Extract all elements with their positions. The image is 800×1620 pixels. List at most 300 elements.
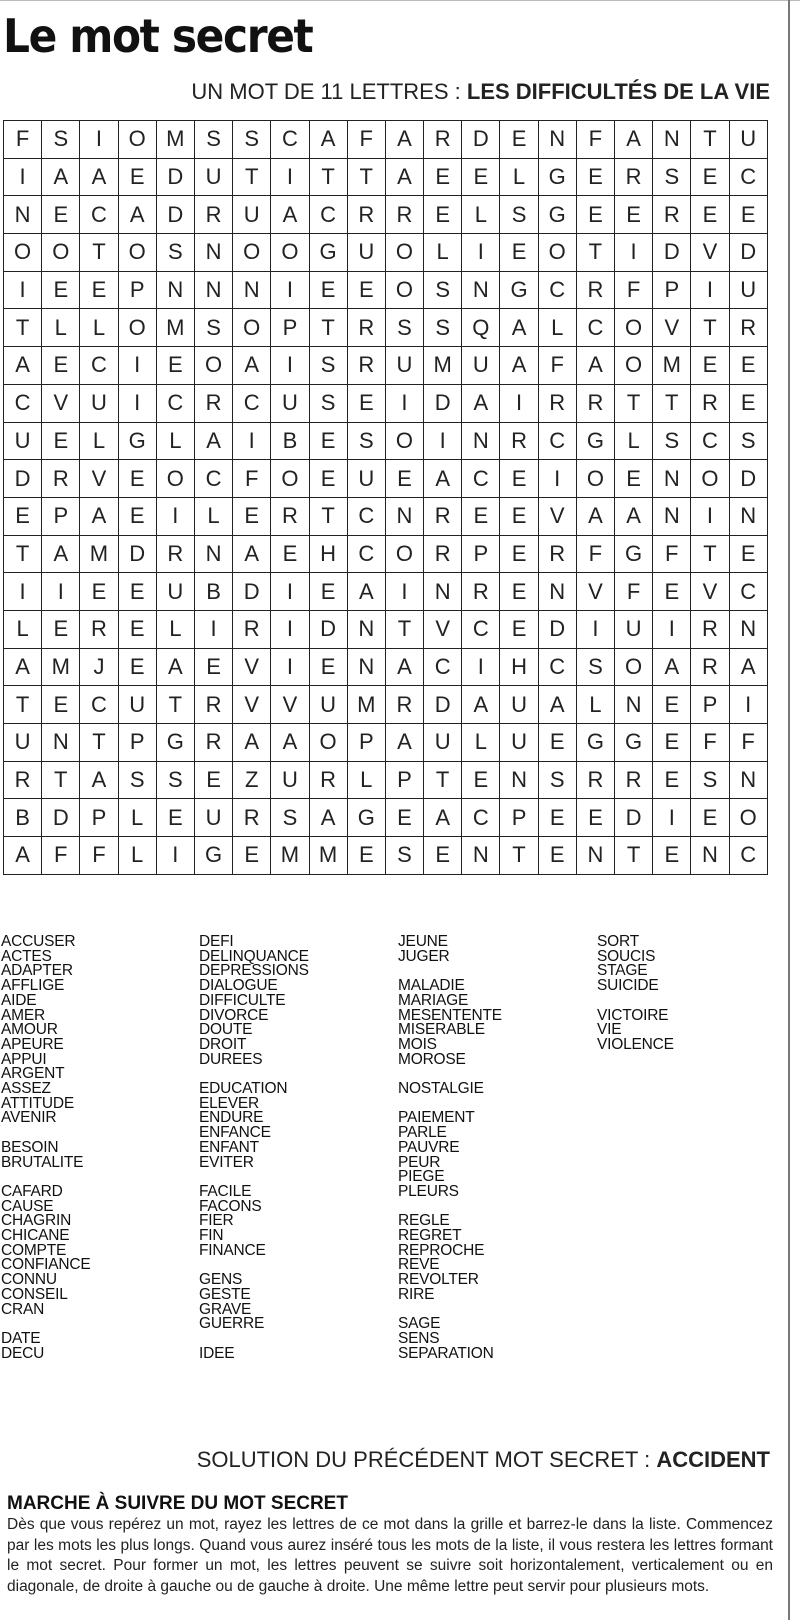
- grid-cell[interactable]: G: [347, 799, 385, 837]
- grid-cell[interactable]: L: [615, 422, 653, 460]
- grid-cell[interactable]: M: [271, 837, 309, 875]
- word-list-item[interactable]: DEPRESSIONS: [199, 962, 309, 980]
- grid-cell[interactable]: L: [462, 196, 500, 234]
- grid-cell[interactable]: A: [194, 422, 232, 460]
- grid-cell[interactable]: V: [538, 497, 576, 535]
- grid-cell[interactable]: S: [233, 121, 271, 159]
- grid-cell[interactable]: M: [42, 648, 80, 686]
- word-list-item[interactable]: AMOUR: [1, 1021, 58, 1039]
- word-list-item[interactable]: ENDURE: [199, 1109, 264, 1127]
- grid-cell[interactable]: E: [156, 347, 194, 385]
- grid-cell[interactable]: U: [194, 158, 232, 196]
- word-list-item[interactable]: CONFIANCE: [1, 1256, 91, 1274]
- word-list-item[interactable]: PEUR: [398, 1153, 441, 1171]
- grid-cell[interactable]: L: [118, 799, 156, 837]
- grid-cell[interactable]: S: [385, 837, 423, 875]
- grid-cell[interactable]: Z: [233, 761, 271, 799]
- grid-cell[interactable]: N: [729, 497, 767, 535]
- grid-cell[interactable]: E: [424, 158, 462, 196]
- grid-cell[interactable]: C: [538, 422, 576, 460]
- grid-cell[interactable]: E: [271, 535, 309, 573]
- grid-cell[interactable]: S: [156, 761, 194, 799]
- grid-cell[interactable]: I: [271, 271, 309, 309]
- grid-cell[interactable]: O: [271, 460, 309, 498]
- grid-cell[interactable]: C: [80, 196, 118, 234]
- grid-cell[interactable]: E: [347, 384, 385, 422]
- grid-cell[interactable]: U: [615, 610, 653, 648]
- grid-cell[interactable]: S: [500, 196, 538, 234]
- grid-cell[interactable]: T: [691, 309, 729, 347]
- word-list-item[interactable]: DIVORCE: [199, 1006, 269, 1024]
- grid-cell[interactable]: E: [615, 460, 653, 498]
- grid-cell[interactable]: G: [118, 422, 156, 460]
- word-list-item[interactable]: REGRET: [398, 1227, 462, 1244]
- grid-cell[interactable]: I: [576, 610, 614, 648]
- grid-cell[interactable]: L: [42, 309, 80, 347]
- grid-cell[interactable]: A: [118, 196, 156, 234]
- word-list-item[interactable]: FACONS: [199, 1197, 262, 1215]
- grid-cell[interactable]: I: [118, 384, 156, 422]
- grid-cell[interactable]: S: [729, 422, 767, 460]
- word-list-item[interactable]: PARLE: [398, 1124, 447, 1142]
- grid-cell[interactable]: V: [233, 686, 271, 724]
- grid-cell[interactable]: D: [615, 799, 653, 837]
- grid-cell[interactable]: N: [729, 761, 767, 799]
- grid-cell[interactable]: A: [271, 724, 309, 762]
- grid-cell[interactable]: G: [309, 234, 347, 272]
- grid-cell[interactable]: E: [233, 497, 271, 535]
- grid-cell[interactable]: O: [615, 347, 653, 385]
- grid-cell[interactable]: S: [424, 309, 462, 347]
- grid-cell[interactable]: E: [309, 460, 347, 498]
- grid-cell[interactable]: U: [500, 686, 538, 724]
- word-list-item[interactable]: MARIAGE: [398, 991, 469, 1009]
- grid-cell[interactable]: F: [233, 460, 271, 498]
- word-list-item[interactable]: CHAGRIN: [1, 1212, 72, 1230]
- word-list-item[interactable]: FACILE: [199, 1182, 252, 1200]
- grid-cell[interactable]: E: [347, 271, 385, 309]
- grid-cell[interactable]: N: [4, 196, 42, 234]
- grid-cell[interactable]: I: [156, 497, 194, 535]
- grid-cell[interactable]: R: [691, 648, 729, 686]
- grid-cell[interactable]: T: [4, 686, 42, 724]
- grid-cell[interactable]: A: [4, 837, 42, 875]
- grid-cell[interactable]: G: [576, 724, 614, 762]
- word-list-item[interactable]: ACTES: [1, 947, 52, 965]
- word-list-item[interactable]: EVITER: [199, 1153, 254, 1171]
- grid-cell[interactable]: I: [462, 234, 500, 272]
- word-list-item[interactable]: APPUI: [1, 1050, 47, 1068]
- grid-cell[interactable]: I: [271, 573, 309, 611]
- grid-cell[interactable]: G: [576, 422, 614, 460]
- grid-cell[interactable]: R: [194, 196, 232, 234]
- grid-cell[interactable]: I: [233, 422, 271, 460]
- grid-cell[interactable]: N: [462, 271, 500, 309]
- word-list-item[interactable]: CAUSE: [1, 1197, 54, 1215]
- grid-cell[interactable]: R: [233, 610, 271, 648]
- grid-cell[interactable]: N: [500, 761, 538, 799]
- grid-cell[interactable]: M: [347, 686, 385, 724]
- grid-cell[interactable]: E: [118, 610, 156, 648]
- grid-cell[interactable]: L: [80, 422, 118, 460]
- word-list-item[interactable]: REGLE: [398, 1212, 450, 1230]
- grid-cell[interactable]: R: [347, 196, 385, 234]
- grid-cell[interactable]: I: [156, 837, 194, 875]
- grid-cell[interactable]: R: [194, 724, 232, 762]
- grid-cell[interactable]: T: [691, 535, 729, 573]
- grid-cell[interactable]: F: [653, 535, 691, 573]
- grid-cell[interactable]: R: [385, 686, 423, 724]
- grid-cell[interactable]: I: [424, 422, 462, 460]
- word-list-item[interactable]: JUGER: [398, 947, 450, 965]
- grid-cell[interactable]: A: [233, 347, 271, 385]
- word-list-item[interactable]: GUERRE: [199, 1315, 265, 1333]
- grid-cell[interactable]: R: [500, 422, 538, 460]
- grid-cell[interactable]: O: [118, 234, 156, 272]
- grid-cell[interactable]: A: [576, 497, 614, 535]
- word-list-item[interactable]: SAGE: [398, 1315, 441, 1333]
- word-list-item[interactable]: DECU: [1, 1344, 45, 1362]
- grid-cell[interactable]: N: [42, 724, 80, 762]
- grid-cell[interactable]: I: [118, 347, 156, 385]
- grid-cell[interactable]: D: [118, 535, 156, 573]
- grid-cell[interactable]: R: [42, 460, 80, 498]
- grid-cell[interactable]: O: [385, 234, 423, 272]
- grid-cell[interactable]: O: [233, 309, 271, 347]
- grid-cell[interactable]: E: [42, 196, 80, 234]
- grid-cell[interactable]: A: [309, 121, 347, 159]
- grid-cell[interactable]: O: [118, 121, 156, 159]
- grid-cell[interactable]: E: [500, 460, 538, 498]
- word-list-item[interactable]: APEURE: [1, 1035, 64, 1053]
- grid-cell[interactable]: O: [271, 234, 309, 272]
- grid-cell[interactable]: U: [194, 799, 232, 837]
- grid-cell[interactable]: O: [4, 234, 42, 272]
- grid-cell[interactable]: C: [4, 384, 42, 422]
- grid-cell[interactable]: U: [271, 384, 309, 422]
- grid-cell[interactable]: A: [347, 573, 385, 611]
- grid-cell[interactable]: A: [42, 158, 80, 196]
- grid-cell[interactable]: R: [385, 196, 423, 234]
- grid-cell[interactable]: E: [309, 271, 347, 309]
- grid-cell[interactable]: I: [271, 158, 309, 196]
- word-list-item[interactable]: MOROSE: [398, 1050, 466, 1068]
- grid-cell[interactable]: T: [156, 686, 194, 724]
- grid-cell[interactable]: S: [118, 761, 156, 799]
- grid-cell[interactable]: T: [309, 497, 347, 535]
- grid-cell[interactable]: O: [385, 422, 423, 460]
- grid-cell[interactable]: F: [347, 121, 385, 159]
- grid-cell[interactable]: S: [691, 761, 729, 799]
- grid-cell[interactable]: D: [538, 610, 576, 648]
- grid-cell[interactable]: H: [500, 648, 538, 686]
- grid-cell[interactable]: J: [80, 648, 118, 686]
- word-list-item[interactable]: BRUTALITE: [1, 1153, 84, 1171]
- grid-cell[interactable]: R: [194, 686, 232, 724]
- grid-cell[interactable]: E: [42, 347, 80, 385]
- grid-cell[interactable]: G: [538, 158, 576, 196]
- grid-cell[interactable]: D: [729, 234, 767, 272]
- grid-cell[interactable]: V: [576, 573, 614, 611]
- grid-cell[interactable]: F: [576, 121, 614, 159]
- grid-cell[interactable]: M: [80, 535, 118, 573]
- grid-cell[interactable]: T: [615, 384, 653, 422]
- word-list-item[interactable]: DELINQUANCE: [199, 947, 309, 965]
- word-list-item[interactable]: MESENTENTE: [398, 1006, 502, 1024]
- grid-cell[interactable]: D: [462, 121, 500, 159]
- grid-cell[interactable]: F: [691, 724, 729, 762]
- grid-cell[interactable]: F: [80, 837, 118, 875]
- grid-cell[interactable]: A: [424, 799, 462, 837]
- grid-cell[interactable]: P: [500, 799, 538, 837]
- grid-cell[interactable]: V: [653, 309, 691, 347]
- grid-cell[interactable]: C: [576, 309, 614, 347]
- grid-cell[interactable]: T: [42, 761, 80, 799]
- grid-cell[interactable]: I: [538, 460, 576, 498]
- word-list-item[interactable]: CONNU: [1, 1271, 57, 1289]
- grid-cell[interactable]: I: [691, 497, 729, 535]
- word-list-item[interactable]: EDUCATION: [199, 1080, 288, 1098]
- grid-cell[interactable]: A: [385, 121, 423, 159]
- grid-cell[interactable]: E: [118, 648, 156, 686]
- grid-cell[interactable]: C: [691, 422, 729, 460]
- word-list-item[interactable]: ACCUSER: [1, 933, 76, 950]
- word-list-item[interactable]: GESTE: [199, 1285, 251, 1303]
- grid-cell[interactable]: A: [653, 648, 691, 686]
- grid-cell[interactable]: A: [80, 158, 118, 196]
- grid-cell[interactable]: E: [385, 460, 423, 498]
- grid-cell[interactable]: S: [42, 121, 80, 159]
- grid-cell[interactable]: A: [156, 648, 194, 686]
- word-list-item[interactable]: ELEVER: [199, 1094, 259, 1112]
- grid-cell[interactable]: R: [4, 761, 42, 799]
- grid-cell[interactable]: T: [309, 158, 347, 196]
- word-list-item[interactable]: ENFANT: [199, 1138, 259, 1156]
- grid-cell[interactable]: U: [347, 460, 385, 498]
- grid-cell[interactable]: U: [500, 724, 538, 762]
- grid-cell[interactable]: O: [538, 234, 576, 272]
- word-list-item[interactable]: PIEGE: [398, 1168, 445, 1186]
- grid-cell[interactable]: E: [500, 497, 538, 535]
- grid-cell[interactable]: O: [691, 460, 729, 498]
- grid-cell[interactable]: L: [462, 724, 500, 762]
- grid-cell[interactable]: F: [4, 121, 42, 159]
- grid-cell[interactable]: L: [118, 837, 156, 875]
- word-list-item[interactable]: DOUTE: [199, 1021, 253, 1039]
- word-list-item[interactable]: REVOLTER: [398, 1271, 479, 1289]
- grid-cell[interactable]: C: [462, 610, 500, 648]
- grid-cell[interactable]: A: [233, 724, 271, 762]
- grid-cell[interactable]: L: [4, 610, 42, 648]
- word-list-item[interactable]: PAIEMENT: [398, 1109, 475, 1127]
- grid-cell[interactable]: U: [729, 271, 767, 309]
- word-list-item[interactable]: VIE: [597, 1021, 622, 1039]
- word-list-item[interactable]: DEFI: [199, 933, 234, 950]
- grid-cell[interactable]: S: [194, 121, 232, 159]
- grid-cell[interactable]: M: [156, 309, 194, 347]
- grid-cell[interactable]: N: [653, 460, 691, 498]
- grid-cell[interactable]: D: [42, 799, 80, 837]
- grid-cell[interactable]: E: [729, 384, 767, 422]
- grid-cell[interactable]: C: [347, 497, 385, 535]
- grid-cell[interactable]: C: [194, 460, 232, 498]
- grid-cell[interactable]: S: [309, 384, 347, 422]
- grid-cell[interactable]: U: [347, 234, 385, 272]
- word-list-item[interactable]: IDEE: [199, 1344, 235, 1362]
- word-list-item[interactable]: MALADIE: [398, 977, 465, 995]
- grid-cell[interactable]: R: [615, 158, 653, 196]
- grid-cell[interactable]: S: [538, 761, 576, 799]
- grid-cell[interactable]: L: [424, 234, 462, 272]
- grid-cell[interactable]: U: [80, 384, 118, 422]
- grid-cell[interactable]: C: [462, 799, 500, 837]
- grid-cell[interactable]: A: [42, 535, 80, 573]
- grid-cell[interactable]: P: [653, 271, 691, 309]
- grid-cell[interactable]: A: [576, 347, 614, 385]
- grid-cell[interactable]: P: [385, 761, 423, 799]
- word-list-item[interactable]: ATTITUDE: [1, 1094, 75, 1112]
- grid-cell[interactable]: M: [309, 837, 347, 875]
- word-list-item[interactable]: SOUCIS: [597, 947, 656, 965]
- grid-cell[interactable]: U: [309, 686, 347, 724]
- grid-cell[interactable]: A: [4, 648, 42, 686]
- grid-cell[interactable]: O: [729, 799, 767, 837]
- grid-cell[interactable]: R: [80, 610, 118, 648]
- grid-cell[interactable]: G: [194, 837, 232, 875]
- grid-cell[interactable]: C: [424, 648, 462, 686]
- word-list-item[interactable]: PAUVRE: [398, 1138, 460, 1156]
- grid-cell[interactable]: I: [4, 271, 42, 309]
- word-list-item[interactable]: DUREES: [199, 1050, 263, 1068]
- grid-cell[interactable]: I: [729, 686, 767, 724]
- grid-cell[interactable]: O: [42, 234, 80, 272]
- grid-cell[interactable]: E: [462, 761, 500, 799]
- grid-cell[interactable]: O: [309, 724, 347, 762]
- grid-cell[interactable]: E: [156, 799, 194, 837]
- grid-cell[interactable]: T: [615, 837, 653, 875]
- grid-cell[interactable]: A: [385, 648, 423, 686]
- grid-cell[interactable]: E: [309, 648, 347, 686]
- grid-cell[interactable]: A: [385, 158, 423, 196]
- word-list-item[interactable]: NOSTALGIE: [398, 1080, 484, 1097]
- grid-cell[interactable]: S: [424, 271, 462, 309]
- grid-cell[interactable]: R: [347, 309, 385, 347]
- grid-cell[interactable]: R: [462, 573, 500, 611]
- grid-cell[interactable]: Q: [462, 309, 500, 347]
- grid-cell[interactable]: R: [424, 497, 462, 535]
- grid-cell[interactable]: E: [576, 196, 614, 234]
- grid-cell[interactable]: C: [538, 648, 576, 686]
- grid-cell[interactable]: C: [462, 460, 500, 498]
- grid-cell[interactable]: D: [309, 610, 347, 648]
- grid-cell[interactable]: E: [385, 799, 423, 837]
- grid-cell[interactable]: E: [653, 724, 691, 762]
- grid-cell[interactable]: P: [462, 535, 500, 573]
- grid-cell[interactable]: R: [194, 384, 232, 422]
- grid-cell[interactable]: V: [424, 610, 462, 648]
- grid-cell[interactable]: V: [691, 573, 729, 611]
- grid-cell[interactable]: T: [576, 234, 614, 272]
- grid-cell[interactable]: P: [691, 686, 729, 724]
- grid-cell[interactable]: U: [4, 724, 42, 762]
- grid-cell[interactable]: D: [424, 686, 462, 724]
- grid-cell[interactable]: T: [500, 837, 538, 875]
- grid-cell[interactable]: A: [500, 347, 538, 385]
- grid-cell[interactable]: T: [80, 234, 118, 272]
- grid-cell[interactable]: C: [271, 121, 309, 159]
- grid-cell[interactable]: E: [653, 761, 691, 799]
- grid-cell[interactable]: T: [4, 309, 42, 347]
- grid-cell[interactable]: C: [729, 158, 767, 196]
- word-list-item[interactable]: SENS: [398, 1329, 440, 1347]
- grid-cell[interactable]: B: [4, 799, 42, 837]
- grid-cell[interactable]: E: [691, 196, 729, 234]
- grid-cell[interactable]: E: [576, 799, 614, 837]
- grid-cell[interactable]: N: [462, 422, 500, 460]
- grid-cell[interactable]: E: [80, 271, 118, 309]
- word-list-item[interactable]: GRAVE: [199, 1300, 252, 1318]
- grid-cell[interactable]: E: [462, 497, 500, 535]
- grid-cell[interactable]: R: [576, 271, 614, 309]
- word-list-item[interactable]: DIFFICULTE: [199, 991, 286, 1009]
- grid-cell[interactable]: R: [653, 196, 691, 234]
- grid-cell[interactable]: E: [538, 799, 576, 837]
- grid-cell[interactable]: A: [385, 724, 423, 762]
- word-list-item[interactable]: REPROCHE: [398, 1241, 485, 1259]
- grid-cell[interactable]: I: [500, 384, 538, 422]
- grid-cell[interactable]: C: [309, 196, 347, 234]
- grid-cell[interactable]: U: [233, 196, 271, 234]
- grid-cell[interactable]: E: [462, 158, 500, 196]
- grid-cell[interactable]: I: [462, 648, 500, 686]
- grid-cell[interactable]: O: [615, 309, 653, 347]
- grid-cell[interactable]: I: [615, 234, 653, 272]
- grid-cell[interactable]: V: [80, 460, 118, 498]
- grid-cell[interactable]: D: [156, 196, 194, 234]
- grid-cell[interactable]: G: [615, 535, 653, 573]
- grid-cell[interactable]: O: [576, 460, 614, 498]
- grid-cell[interactable]: U: [271, 761, 309, 799]
- grid-cell[interactable]: R: [538, 384, 576, 422]
- grid-cell[interactable]: G: [156, 724, 194, 762]
- grid-cell[interactable]: G: [538, 196, 576, 234]
- grid-cell[interactable]: I: [653, 799, 691, 837]
- grid-cell[interactable]: D: [156, 158, 194, 196]
- grid-cell[interactable]: M: [424, 347, 462, 385]
- grid-cell[interactable]: H: [309, 535, 347, 573]
- grid-cell[interactable]: S: [653, 422, 691, 460]
- word-list-item[interactable]: RIRE: [398, 1285, 435, 1303]
- word-list-item[interactable]: JEUNE: [398, 933, 448, 950]
- grid-cell[interactable]: T: [653, 384, 691, 422]
- grid-cell[interactable]: A: [615, 121, 653, 159]
- word-list-item[interactable]: AVENIR: [1, 1109, 57, 1127]
- grid-cell[interactable]: N: [194, 535, 232, 573]
- grid-cell[interactable]: E: [42, 686, 80, 724]
- grid-cell[interactable]: I: [4, 158, 42, 196]
- grid-cell[interactable]: N: [538, 573, 576, 611]
- word-list-item[interactable]: MOIS: [398, 1035, 437, 1053]
- grid-cell[interactable]: E: [653, 686, 691, 724]
- grid-cell[interactable]: P: [42, 497, 80, 535]
- grid-cell[interactable]: A: [615, 497, 653, 535]
- grid-cell[interactable]: L: [156, 422, 194, 460]
- grid-cell[interactable]: N: [385, 497, 423, 535]
- grid-cell[interactable]: E: [42, 271, 80, 309]
- grid-cell[interactable]: R: [729, 309, 767, 347]
- grid-cell[interactable]: T: [80, 724, 118, 762]
- word-list-item[interactable]: DIALOGUE: [199, 977, 278, 995]
